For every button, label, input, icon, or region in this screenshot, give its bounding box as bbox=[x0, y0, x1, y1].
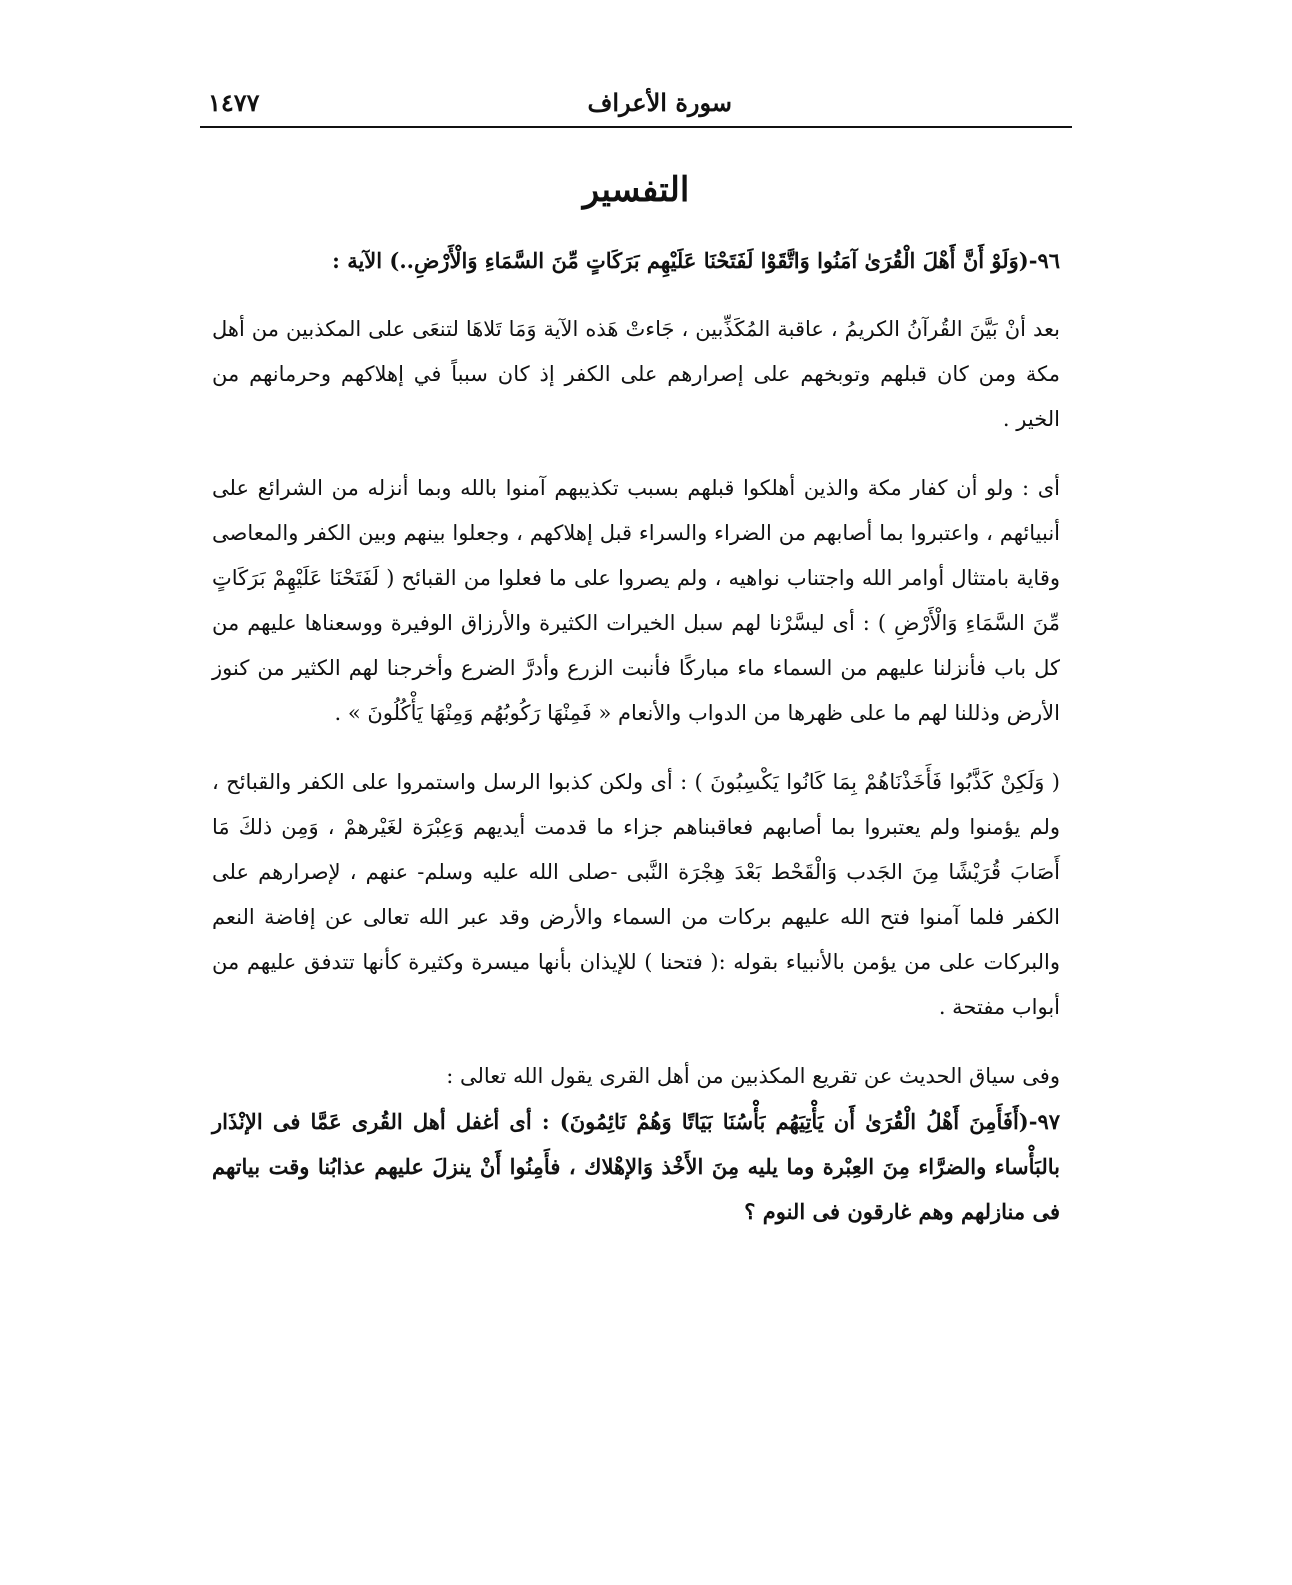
surah-title: سورة الأعراف bbox=[587, 88, 732, 117]
verse-96-heading: ٩٦-(وَلَوْ أَنَّ أَهْلَ الْقُرَىٰ آمَنُوا وَاتَّقَوْا لَفَتَحْنَا عَلَيْهِم بَرَكَاتٍ مِّنَ السَّمَاءِ وَالْأَرْضِ..) الآية : bbox=[332, 248, 1060, 273]
paragraph: بعد أنْ بَيَّنَ القُرآنُ الكريمُ ، عاقبة المُكَذِّبين ، جَاءتْ هَذه الآية وَمَا تَلاهَا لتنعَى على المكذبين من أهل مكة ومن كان قبلهم وتوبخهم على إصرارهم على الكفر إذ كان سبباً في إهلاكهم وحرمانهم من الخير . bbox=[212, 317, 1060, 431]
text-body bbox=[212, 238, 1060, 1234]
running-header bbox=[200, 80, 1072, 124]
verse-97-heading: ٩٧-(أَفَأَمِنَ أَهْلُ الْقُرَىٰ أَن يَأْتِيَهُم بَأْسُنَا بَيَاتًا وَهُمْ نَائِمُونَ) : أى أغفل أهل القُرى عَمَّا فى الإنْذَار بالبَأْساء والضرَّاء مِنَ العِبْرة وما يليه مِنَ الأَخْذ وَالإهْلاك ، فأَمِنُوا أَنْ ينزلَ عليهم عذابُنا وقت بياتهم فى منازلهم وهم غارقون فى النوم ؟ bbox=[212, 1109, 1060, 1224]
section-title: التفسير bbox=[582, 170, 690, 210]
paragraph: ( وَلَكِنْ كَذَّبُوا فَأَخَذْنَاهُمْ بِمَا كَانُوا يَكْسِبُونَ ) : أى ولكن كذبوا الرسل واستمروا على الكفر والقبائح ، ولم يؤمنوا ولم يعتبروا بما أصابهم فعاقبناهم جزاء ما قدمت أيديهم وَعِبْرَة لغَيْرهمْ ، وَمِن ذلكَ مَا أَصَابَ قُرَيْشًا مِنَ الجَدب وَالْقَحْط بَعْدَ هِجْرَة النَّبى -صلى الله عليه وسلم- عنهم ، لإصرارهم على الكفر فلما آمنوا فتح الله عليهم بركات من السماء والأرض وقد عبر الله تعالى عن إفاضة النعم والبركات على من يؤمن بالأنبياء بقوله :( فتحنا ) للإيذان بأنها ميسرة وكثيرة كأنها تتدفق عليهم من أبواب مفتحة . bbox=[212, 770, 1060, 1019]
page-number: ١٤٧٧ bbox=[208, 88, 260, 117]
paragraph: وفى سياق الحديث عن تقريع المكذبين من أهل القرى يقول الله تعالى : bbox=[446, 1064, 1060, 1088]
header-rule bbox=[200, 126, 1072, 128]
paragraph: أى : ولو أن كفار مكة والذين أهلكوا قبلهم بسبب تكذيبهم آمنوا بالله وبما أنزله من الشرائع على أنبيائهم ، واعتبروا بما أصابهم من الضراء والسراء قبل إهلاكهم ، وجعلوا بينهم وبين الكفر والمعاصى وقاية بامتثال أوامر الله واجتناب نواهيه ، ولم يصروا على ما فعلوا من القبائح ( لَفَتَحْنَا عَلَيْهِمْ بَرَكَاتٍ مِّنَ السَّمَاءِ وَالْأَرْضِ ) : أى ليسَّرْنا لهم سبل الخيرات الكثيرة والأرزاق الوفيرة ووسعناها عليهم من كل باب فأنزلنا عليهم من السماء ماء مباركًا فأنبت الزرع وأدرَّ الضرع وأخرجنا لهم الكثير من كنوز الأرض وذللنا لهم ما على ظهرها من الدواب والأنعام « فَمِنْهَا رَكُوبُهُم وَمِنْهَا يَأْكُلُونَ » . bbox=[212, 476, 1060, 725]
page-header-area bbox=[200, 80, 1072, 124]
